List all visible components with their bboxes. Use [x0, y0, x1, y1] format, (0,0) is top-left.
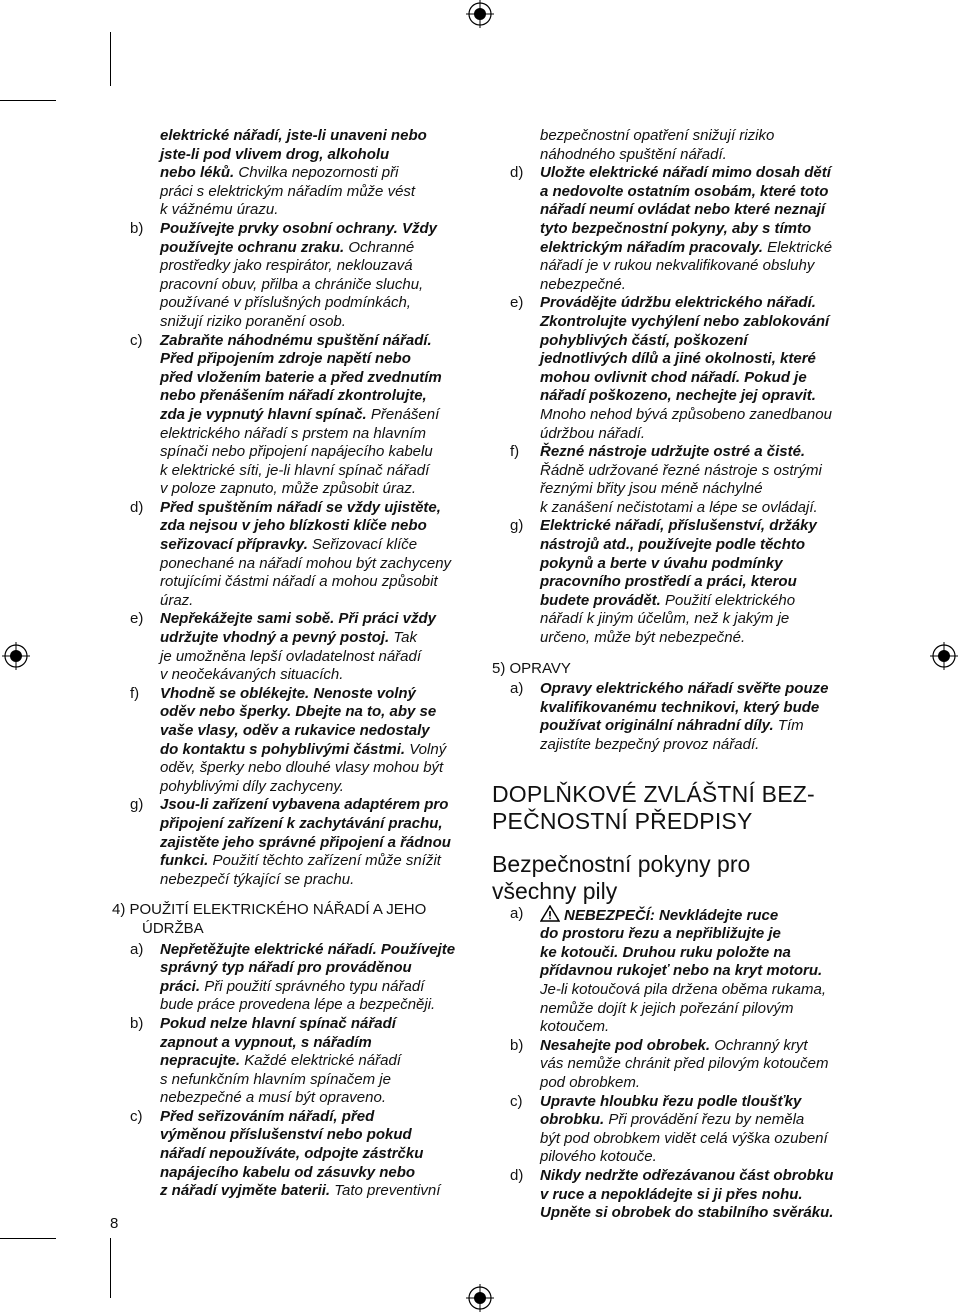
- body-text: Chvilka nepozornosti při: [234, 164, 399, 182]
- bold-text: Opravy elektrického nářadí svěřte pouze: [540, 680, 829, 698]
- text-line: [160, 852, 484, 871]
- bold-text: Upravte hloubku řezu podle tloušťky: [540, 1092, 802, 1110]
- bold-text: Zabraňte náhodnému spuštění nářadí.: [160, 331, 432, 349]
- saw-safety-list: [492, 905, 864, 1223]
- text-line: [160, 1182, 484, 1201]
- section-4-list: [112, 941, 484, 1201]
- crop-mark: [0, 1238, 56, 1239]
- text-line: [160, 239, 484, 258]
- body-text: určeno, může být nebezpečné.: [540, 629, 746, 647]
- text-line: [160, 1126, 484, 1145]
- text-line: [540, 201, 864, 220]
- bold-text: elektrické nářadí, jste-li unaveni nebo: [160, 127, 427, 144]
- bold-text: tyto bezpečnostní pokyny, aby s tímto: [540, 219, 812, 237]
- text-line: [540, 555, 864, 574]
- bold-text: nebo přenášením nářadí zkontrolujte,: [160, 387, 427, 405]
- text-line: [160, 741, 484, 760]
- text-line: [540, 239, 864, 258]
- text-line: [160, 796, 484, 815]
- text-line: [540, 1093, 864, 1112]
- text-line: [160, 164, 484, 183]
- text-line: [160, 1145, 484, 1164]
- registration-mark-icon: [466, 1284, 494, 1312]
- list-marker: c): [510, 1092, 523, 1110]
- bold-text: nepracujte.: [160, 1052, 241, 1070]
- text-line: [160, 332, 484, 351]
- text-line: [160, 462, 484, 481]
- list-marker: d): [510, 164, 524, 182]
- text-line: [160, 959, 484, 978]
- text-line: [540, 717, 864, 736]
- text-line: [540, 425, 864, 444]
- bold-text: nářadí neumí ovládat nebo které neznají: [540, 201, 826, 219]
- safety-list: [492, 164, 864, 647]
- body-text: práci s elektrickým nářadím může vést: [160, 182, 416, 200]
- bold-text: nářadí nepoužíváte, odpojte zástrčku: [160, 1145, 424, 1163]
- bold-text: ke kotouči. Druhou ruku položte na: [540, 943, 791, 961]
- bold-text: a nedovolte ostatním osobám, které toto: [540, 182, 829, 200]
- list-item: [492, 294, 864, 443]
- body-text: pilového kotouče.: [540, 1148, 657, 1166]
- bold-text: zda je vypnutý hlavní spínač.: [160, 405, 367, 423]
- text-line: [160, 369, 484, 388]
- list-item: [492, 1093, 864, 1167]
- bold-text: před vložením baterie a před zvednutím: [160, 368, 442, 386]
- text-line: [540, 183, 864, 202]
- text-line: [540, 499, 864, 518]
- text-line: [540, 480, 864, 499]
- body-text: nebezpečné.: [540, 275, 626, 293]
- text-line: [540, 905, 864, 926]
- body-text: oděv, šperky nebo dlouhé vlasy mohou být: [160, 759, 444, 777]
- bold-text: funkci.: [160, 852, 209, 870]
- text-line: [160, 978, 484, 997]
- body-text: Při použití správného typu nářadí: [200, 977, 425, 995]
- list-item: [492, 680, 864, 754]
- bold-text: Před připojením zdroje napětí nebo: [160, 350, 411, 368]
- body-text: v poloze zapnuto, může způsobit úraz.: [160, 480, 416, 498]
- list-item: [492, 164, 864, 294]
- body-text: Při provádění řezu by neměla: [604, 1111, 805, 1129]
- body-text: bezpečnostní opatření snižují riziko: [540, 127, 775, 144]
- bold-text: zajistěte jeho správné připojení a řádnou: [160, 833, 451, 851]
- body-text: k zanášení nečistotami a lépe se ovládají.: [540, 498, 818, 516]
- bold-text: do kontaktu s pohyblivými částmi.: [160, 740, 406, 758]
- section-4-heading: [112, 901, 484, 938]
- bold-text: udržujte vhodný a pevný postoj.: [160, 629, 390, 647]
- body-text: Přenášení: [366, 405, 440, 423]
- text-line: [540, 925, 864, 944]
- body-text: nářadí k jiným účelům, než k jakým je: [540, 610, 790, 628]
- text-line: [540, 536, 864, 555]
- list-item: [112, 610, 484, 684]
- body-text: používané v příslušných podmínkách,: [160, 294, 411, 312]
- intro-paragraph: [112, 127, 484, 220]
- heading-line: ÚDRŽBA: [142, 919, 204, 937]
- text-line: [540, 146, 864, 165]
- text-line: [160, 666, 484, 685]
- text-line: [160, 871, 484, 890]
- bold-text: výměnou příslušenství nebo pokud: [160, 1126, 412, 1144]
- bold-text: Před spuštěním nářadí se vždy ujistěte,: [160, 498, 441, 516]
- body-text: nemůže dojít k jejich pořezání pilovým: [540, 999, 794, 1017]
- body-text: Volný: [405, 740, 447, 758]
- text-line: [540, 164, 864, 183]
- safety-list: [112, 220, 484, 889]
- text-line: [540, 1130, 864, 1149]
- text-line: [540, 1018, 864, 1037]
- list-marker: d): [130, 498, 144, 516]
- text-line: [540, 406, 864, 425]
- main-heading: [492, 781, 864, 835]
- text-line: [160, 1034, 484, 1053]
- bold-text: zda nejsou v jeho blízkosti klíče nebo: [160, 517, 427, 535]
- text-line: [540, 294, 864, 313]
- body-text: Řádně udržované řezné nástroje s ostrými: [540, 461, 822, 479]
- bold-text: z nářadí vyjměte baterii.: [160, 1182, 331, 1200]
- crop-mark: [110, 1238, 111, 1298]
- body-text: kotoučem.: [540, 1018, 610, 1036]
- list-item: [112, 685, 484, 797]
- bold-text: práci.: [160, 977, 201, 995]
- body-text: nebezpečí týkající se prachu.: [160, 870, 355, 888]
- text-line: [160, 629, 484, 648]
- bold-text: nebo léků.: [160, 164, 235, 182]
- text-line: [160, 573, 484, 592]
- heading-line: Bezpečnostní pokyny pro: [492, 850, 751, 877]
- bold-text: Uložte elektrické nářadí mimo dosah dětí: [540, 164, 831, 182]
- list-marker: a): [510, 680, 524, 698]
- bold-text: kvalifikovanému technikovi, který bude: [540, 698, 820, 716]
- body-text: ponechané na nářadí mohou být zachyceny: [160, 554, 452, 572]
- text-line: [540, 387, 864, 406]
- text-line: [160, 536, 484, 555]
- text-line: [540, 350, 864, 369]
- list-item: [492, 905, 864, 1037]
- body-text: zajistíte bezpečný provoz nářadí.: [540, 736, 760, 753]
- sub-heading: [492, 851, 864, 905]
- bold-text: oděv nebo šperky. Dbejte na to, aby se: [160, 703, 437, 721]
- bold-text: vaše vlasy, oděv a rukavice nedostaly: [160, 722, 430, 739]
- text-line: [160, 759, 484, 778]
- registration-mark-icon: [930, 642, 958, 670]
- bold-text: Nikdy nedržte odřezávanou část obrobku: [540, 1166, 834, 1184]
- list-marker: e): [510, 294, 524, 312]
- text-line: [540, 443, 864, 462]
- bold-text: v ruce a nepokládejte si ji přes nohu.: [540, 1185, 803, 1203]
- body-text: vás nemůže chránit před pilovým kotoučem: [540, 1055, 829, 1073]
- bold-text: Elektrické nářadí, příslušenství, držáky: [540, 517, 817, 535]
- list-item: [492, 1037, 864, 1093]
- bold-text: obrobku.: [540, 1111, 605, 1129]
- bold-text: pohyblivých částí, poškození: [540, 331, 748, 349]
- list-item: [112, 941, 484, 1015]
- list-marker: e): [130, 610, 144, 628]
- bold-text: správný typ nářadí pro prováděnou: [160, 959, 412, 977]
- body-text: nářadí je v rukou nekvalifikované obsluhy: [540, 257, 815, 275]
- body-text: pracovní obuv, přilba a chrániče sluchu,: [160, 275, 424, 293]
- text-line: [540, 313, 864, 332]
- text-line: [160, 1108, 484, 1127]
- bold-text: pracovního prostředí a práci, kterou: [540, 573, 797, 591]
- crop-mark: [0, 100, 56, 101]
- heading-line: PEČNOSTNÍ PŘEDPISY: [492, 807, 753, 834]
- text-line: [540, 1074, 864, 1093]
- text-line: [160, 941, 484, 960]
- text-line: [540, 1186, 864, 1205]
- intro-paragraph: [492, 127, 864, 164]
- registration-mark-icon: [2, 642, 30, 670]
- bold-text: jednotlivých dílů a jiné okolnosti, které: [540, 350, 816, 368]
- bold-text: Jsou-li zařízení vybavena adaptérem pro: [160, 796, 449, 814]
- text-line: [160, 387, 484, 406]
- body-text: Seřizovací klíče: [307, 536, 418, 554]
- bold-text: Řezné nástroje udržujte ostré a čisté.: [540, 443, 806, 461]
- list-item: [112, 796, 484, 889]
- bold-text: připojení zařízení k zachytávání prachu,: [160, 814, 443, 832]
- text-line: [540, 257, 864, 276]
- text-line: [540, 1167, 864, 1186]
- text-line: [160, 648, 484, 667]
- body-text: Ochranný kryt: [710, 1036, 808, 1054]
- bold-text: elektrickým nářadím pracovaly.: [540, 238, 763, 256]
- body-text: pod obrobkem.: [540, 1073, 641, 1091]
- text-line: [160, 201, 484, 220]
- body-text: Použití těchto zařízení může snížit: [208, 852, 441, 870]
- bold-text: Nepřetěžujte elektrické nářadí. Používejte: [160, 940, 456, 958]
- body-text: Je-li kotoučová pila držena oběma rukama,: [540, 980, 826, 998]
- section-5-heading: 5) OPRAVY: [492, 659, 571, 677]
- body-text: Tato preventivní: [330, 1182, 441, 1200]
- bold-text: používat originální náhradní díly.: [540, 717, 774, 735]
- list-item: [112, 1108, 484, 1201]
- body-text: k elektrické síti, je-li hlavní spínač nářadí: [160, 461, 430, 479]
- body-text: rotujícími částmi nářadí a mohou způsobit: [160, 573, 438, 591]
- heading-line: DOPLŇKOVÉ ZVLÁŠTNÍ BEZ-: [492, 780, 815, 807]
- text-line: [540, 1148, 864, 1167]
- text-line: [540, 944, 864, 963]
- bold-text: jste-li pod vlivem drog, alkoholu: [160, 145, 390, 163]
- text-line: [540, 332, 864, 351]
- text-line: [160, 425, 484, 444]
- text-line: [540, 736, 864, 755]
- body-text: je umožněna lepší ovladatelnost nářadí: [160, 647, 422, 665]
- text-line: [160, 834, 484, 853]
- text-line: [160, 1071, 484, 1090]
- text-line: [160, 685, 484, 704]
- bold-text: Upněte si obrobek do stabilního svěráku.: [540, 1204, 834, 1222]
- list-marker: d): [510, 1166, 524, 1184]
- body-text: Tím: [773, 717, 804, 735]
- text-line: [160, 722, 484, 741]
- text-line: [540, 462, 864, 481]
- crop-mark: [110, 32, 111, 86]
- list-marker: a): [510, 904, 524, 922]
- text-line: [540, 610, 864, 629]
- text-line: [160, 703, 484, 722]
- list-marker: a): [130, 940, 144, 958]
- text-line: [160, 127, 484, 146]
- text-line: [160, 610, 484, 629]
- body-text: Mnoho nehod bývá způsobeno zanedbanou: [540, 405, 832, 423]
- list-item: [112, 1015, 484, 1108]
- text-line: [540, 127, 864, 146]
- text-line: [540, 629, 864, 648]
- bold-text: pokynů a berte v úvahu podmínky: [540, 554, 783, 572]
- list-marker: c): [130, 1107, 143, 1125]
- text-line: [160, 406, 484, 425]
- bold-text: Nepřekážejte sami sobě. Při práci vždy: [160, 610, 436, 628]
- body-text: údržbou nářadí.: [540, 424, 646, 442]
- text-line: [160, 1089, 484, 1108]
- bold-text: budete provádět.: [540, 591, 661, 609]
- list-marker: f): [510, 443, 520, 461]
- list-item: [112, 332, 484, 499]
- text-line: [160, 313, 484, 332]
- text-line: [540, 517, 864, 536]
- bold-text: Vhodně se oblékejte. Nenoste volný: [160, 684, 416, 702]
- body-text: Elektrické: [762, 238, 833, 256]
- warning-triangle-icon: [540, 905, 560, 922]
- text-line: [540, 573, 864, 592]
- text-line: [160, 183, 484, 202]
- text-line: [160, 555, 484, 574]
- right-column: [492, 127, 864, 1223]
- bold-text: zapnout a vypnout, s nářadím: [160, 1033, 372, 1051]
- text-line: [160, 1052, 484, 1071]
- text-line: [160, 778, 484, 797]
- text-line: [540, 981, 864, 1000]
- heading-line: 4) POUŽITÍ ELEKTRICKÉHO NÁŘADÍ A JEHO: [112, 901, 427, 919]
- text-line: [160, 1164, 484, 1183]
- body-text: spínači nebo připojení napájecího kabelu: [160, 443, 433, 461]
- body-text: Tak: [389, 629, 417, 647]
- text-line: [540, 220, 864, 239]
- text-line: [160, 815, 484, 834]
- bold-text: nástrojů atd., používejte podle těchto: [540, 536, 806, 554]
- body-text: pohyblivými díly zachyceny.: [160, 777, 344, 795]
- bold-text: Používejte prvky osobní ochrany. Vždy: [160, 219, 438, 237]
- bold-text: seřizovací přípravky.: [160, 536, 308, 554]
- list-marker: b): [130, 219, 144, 237]
- list-marker: c): [130, 331, 143, 349]
- body-text: řeznými břity jsou méně náchylné: [540, 480, 763, 498]
- page-number: 8: [110, 1215, 119, 1232]
- list-marker: b): [510, 1036, 524, 1054]
- bold-text: používejte ochranu zraku.: [160, 238, 345, 256]
- registration-mark-icon: [466, 0, 494, 28]
- text-line: [540, 1000, 864, 1019]
- text-line: [160, 146, 484, 165]
- text-line: [540, 369, 864, 388]
- bold-text: nářadí poškozeno, nechejte jej opravit.: [540, 387, 816, 405]
- text-line: [160, 592, 484, 611]
- bold-text: Zkontrolujte vychýlení nebo zablokování: [540, 312, 830, 330]
- body-text: bude práce provedena lépe a bezpečněji.: [160, 996, 436, 1014]
- body-text: v neočekávaných situacích.: [160, 666, 344, 684]
- body-text: náhodného spuštění nářadí.: [540, 145, 727, 163]
- list-marker: f): [130, 684, 140, 702]
- body-text: být pod obrobkem vidět celá výška ozubení: [540, 1129, 828, 1147]
- text-line: [160, 996, 484, 1015]
- text-line: [540, 592, 864, 611]
- text-line: [160, 276, 484, 295]
- body-text: elektrického nářadí s prstem na hlavním: [160, 424, 426, 442]
- text-line: [540, 1111, 864, 1130]
- bold-text: Před seřizováním nářadí, před: [160, 1107, 375, 1125]
- bold-text: Provádějte údržbu elektrického nářadí.: [540, 294, 816, 312]
- text-line: [160, 294, 484, 313]
- bold-text: mohou ovlivnit chod nářadí. Pokud je: [540, 368, 807, 386]
- list-item: [492, 1167, 864, 1223]
- body-text: Ochranné: [344, 238, 415, 256]
- body-text: k vážnému úrazu.: [160, 201, 279, 219]
- list-item: [112, 220, 484, 332]
- text-line: [160, 350, 484, 369]
- list-item: [112, 499, 484, 611]
- bold-text: Nesahejte pod obrobek.: [540, 1036, 711, 1054]
- list-marker: g): [130, 796, 144, 814]
- body-text: nebezpečné a musí být opraveno.: [160, 1089, 386, 1107]
- section-5-list: [492, 680, 864, 754]
- bold-text: napájecího kabelu od zásuvky nebo: [160, 1163, 416, 1181]
- list-item: [492, 443, 864, 517]
- text-line: [160, 1015, 484, 1034]
- body-text: Použití elektrického: [660, 591, 796, 609]
- list-marker: g): [510, 517, 524, 535]
- text-line: [160, 480, 484, 499]
- bold-text: NEBEZPEČÍ: Nevkládejte ruce: [564, 906, 779, 924]
- text-line: [540, 1037, 864, 1056]
- heading-line: všechny pily: [492, 877, 618, 904]
- left-column: [112, 127, 484, 1201]
- text-line: [540, 1204, 864, 1223]
- body-text: snižují riziko poranění osob.: [160, 312, 346, 330]
- text-line: [160, 220, 484, 239]
- list-marker: b): [130, 1014, 144, 1032]
- bold-text: přídavnou rukojeť nebo na kryt motoru.: [540, 962, 823, 980]
- body-text: prostředky jako respirátor, neklouzavá: [160, 257, 413, 275]
- body-text: s nefunkčním hlavním spínačem je: [160, 1070, 391, 1088]
- text-line: [160, 257, 484, 276]
- text-line: [160, 443, 484, 462]
- bold-text: Pokud nelze hlavní spínač nářadí: [160, 1014, 396, 1032]
- text-line: [160, 517, 484, 536]
- text-line: [160, 499, 484, 518]
- text-line: [540, 680, 864, 699]
- text-line: [540, 1055, 864, 1074]
- text-line: [540, 699, 864, 718]
- text-line: [540, 276, 864, 295]
- bold-text: do prostoru řezu a nepřibližujte je: [540, 925, 781, 943]
- body-text: Každé elektrické nářadí: [240, 1052, 401, 1070]
- body-text: úraz.: [160, 591, 194, 609]
- text-line: [540, 962, 864, 981]
- list-item: [492, 517, 864, 647]
